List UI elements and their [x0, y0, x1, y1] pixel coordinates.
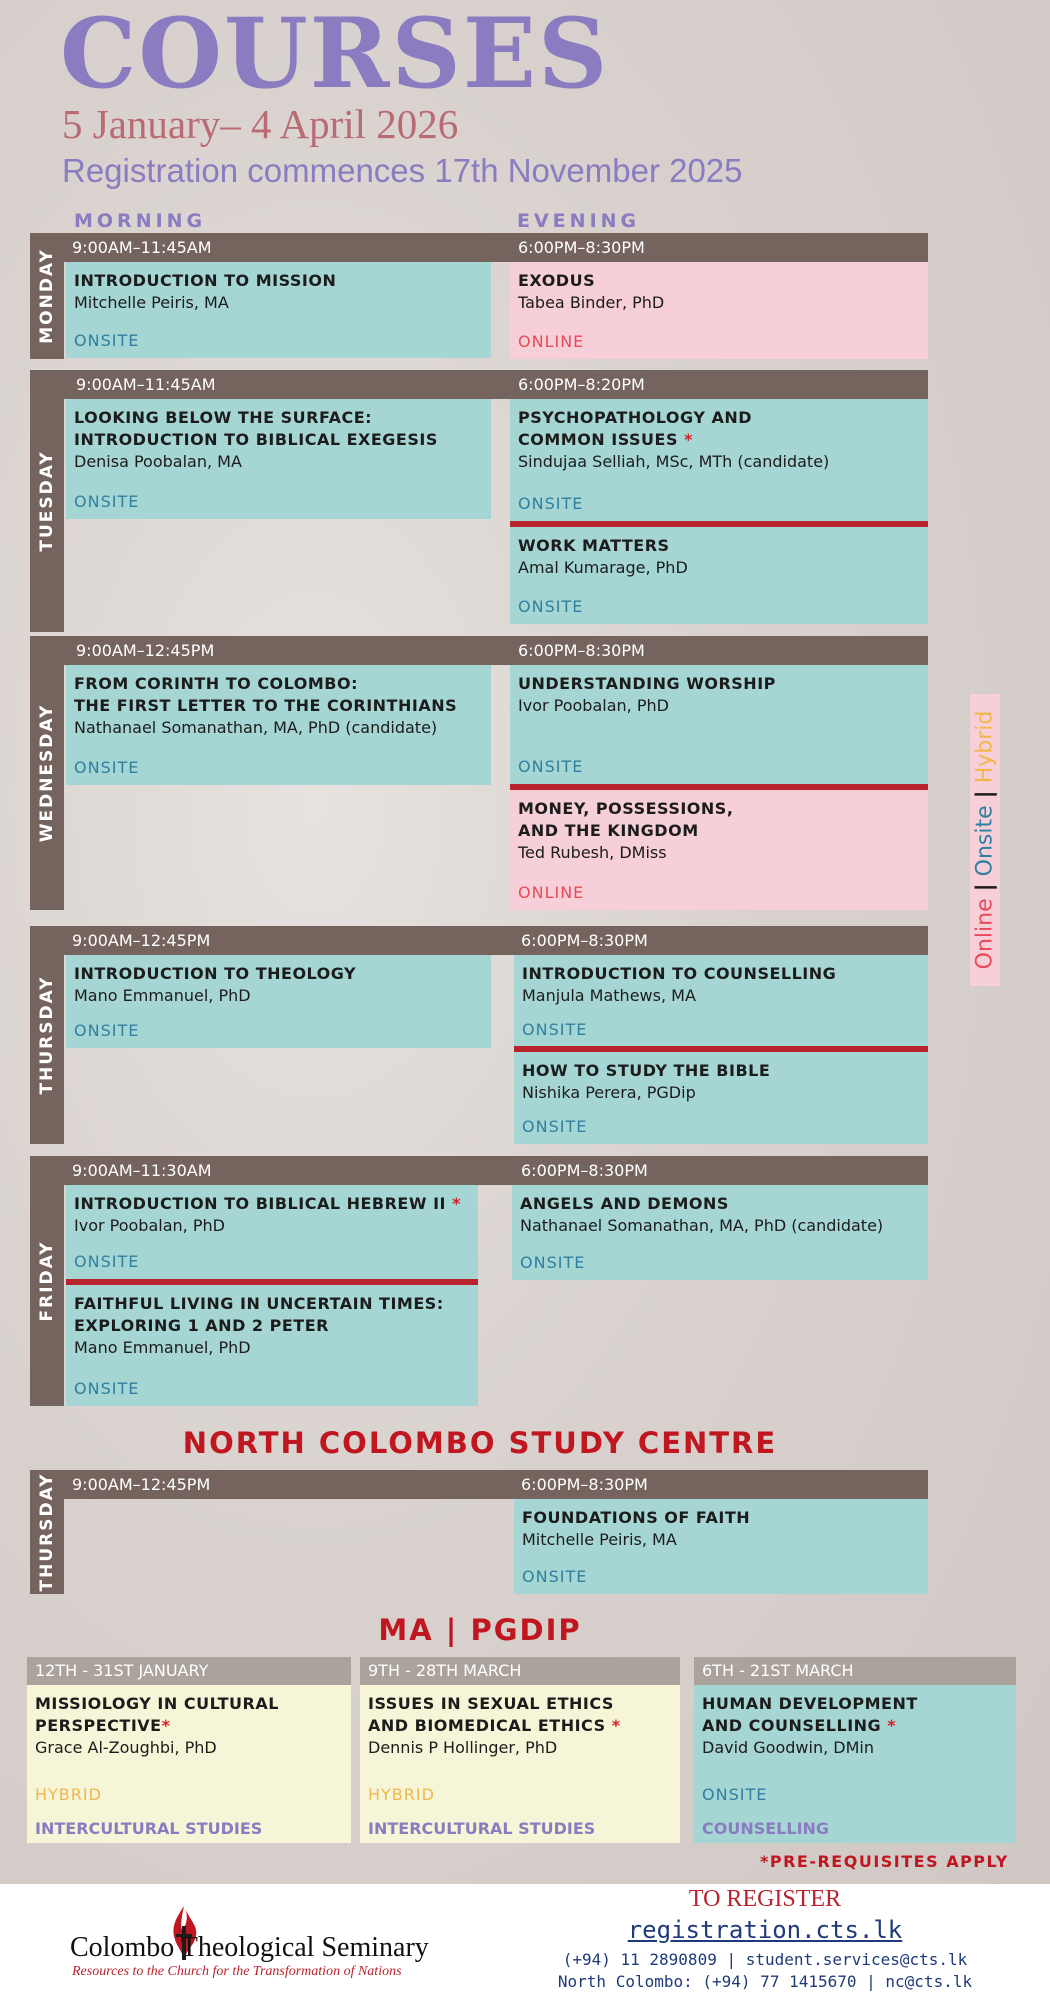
registration-date: Registration commences 17th November 2025	[62, 152, 743, 189]
prereq-star: *	[452, 1194, 461, 1213]
prereq-star: *	[684, 430, 693, 449]
morning-time: 9:00AM–12:45PM	[72, 931, 211, 950]
course-card[interactable]: INTRODUCTION TO MISSION Mitchelle Peiris, MA ONSITE	[66, 262, 491, 358]
mode-badge: ONSITE	[518, 597, 584, 616]
morning-column-header: MORNING	[74, 210, 207, 232]
course-card[interactable]: HOW TO STUDY THE BIBLE Nishika Perera, PGDip ONSITE	[514, 1052, 928, 1144]
mode-badge: ONLINE	[518, 883, 585, 902]
prereq-star: *	[161, 1716, 171, 1735]
ma-date-bar: 12TH - 31ST JANUARY	[27, 1657, 351, 1685]
time-bar-thursday	[64, 926, 928, 955]
evening-time: 6:00PM–8:30PM	[521, 931, 648, 950]
day-label-monday: MONDAY	[30, 233, 64, 359]
ma-date-bar: 6TH - 21ST MARCH	[694, 1657, 1016, 1685]
morning-time: 9:00AM–12:45PM	[72, 1475, 211, 1494]
ma-date-bar: 9TH - 28TH MARCH	[360, 1657, 680, 1685]
north-colombo-contact: North Colombo: (+94) 77 1415670 | nc@cts.lk	[557, 1972, 973, 1991]
legend-online: Online	[972, 898, 998, 970]
legend-onsite: Onsite	[972, 805, 998, 877]
morning-time: 9:00AM–12:45PM	[76, 641, 215, 660]
mode-badge: ONSITE	[518, 757, 584, 776]
time-bar-wednesday	[64, 636, 928, 665]
seminary-tagline: Resources to the Church for the Transformation of Nations	[72, 1964, 402, 1979]
mode-badge: HYBRID	[35, 1785, 102, 1804]
legend-hybrid: Hybrid	[972, 710, 998, 784]
morning-time: 9:00AM–11:45AM	[72, 238, 212, 257]
course-card[interactable]: FAITHFUL LIVING IN UNCERTAIN TIMES: EXPLORING 1 AND 2 PETER Mano Emmanuel, PhD ONSITE	[66, 1285, 478, 1406]
course-card[interactable]: WORK MATTERS Amal Kumarage, PhD ONSITE	[510, 527, 928, 624]
mode-badge: ONSITE	[74, 492, 140, 511]
term-dates: 5 January– 4 April 2026	[62, 101, 459, 147]
evening-column-header: EVENING	[517, 210, 641, 232]
mode-badge: ONSITE	[518, 494, 584, 513]
prereq-star: *	[611, 1716, 621, 1735]
register-link[interactable]: registration.cts.lk	[627, 1916, 903, 1944]
course-card[interactable]: ANGELS AND DEMONS Nathanael Somanathan, MA, PhD (candidate) ONSITE	[512, 1185, 928, 1280]
evening-time: 6:00PM–8:30PM	[518, 238, 645, 257]
course-card[interactable]: EXODUS Tabea Binder, PhD ONLINE	[510, 262, 928, 359]
day-label-tuesday: TUESDAY	[30, 370, 64, 632]
course-card[interactable]: INTRODUCTION TO BIBLICAL HEBREW II * Ivor Poobalan, PhD ONSITE	[66, 1185, 478, 1279]
mode-badge: ONSITE	[522, 1020, 588, 1039]
time-bar-monday	[64, 233, 928, 262]
department-label: COUNSELLING	[702, 1819, 830, 1838]
day-label-friday: FRIDAY	[30, 1156, 64, 1406]
morning-time: 9:00AM–11:30AM	[72, 1161, 212, 1180]
department-label: INTERCULTURAL STUDIES	[35, 1819, 263, 1838]
course-card[interactable]: HUMAN DEVELOPMENT AND COUNSELLING * David Goodwin, DMin ONSITE COUNSELLING	[694, 1685, 1016, 1843]
day-label-thursday: THURSDAY	[30, 926, 64, 1144]
contact-info: (+94) 11 2890809 | student.services@cts.lk	[562, 1950, 968, 1969]
course-card[interactable]: MONEY, POSSESSIONS, AND THE KINGDOM Ted Rubesh, DMiss ONLINE	[510, 790, 928, 910]
course-card[interactable]: FROM CORINTH TO COLOMBO: THE FIRST LETTER TO THE CORINTHIANS Nathanael Somanathan, MA, PhD (candidate) ONSITE	[66, 665, 491, 785]
evening-time: 6:00PM–8:30PM	[521, 1161, 648, 1180]
mode-badge: ONSITE	[74, 1379, 140, 1398]
mode-legend: Online | Onsite | Hybrid	[970, 694, 1000, 986]
day-label-wednesday: WEDNESDAY	[30, 636, 64, 910]
mode-badge: ONSITE	[520, 1253, 586, 1272]
time-bar-nc	[64, 1470, 928, 1499]
course-card[interactable]: UNDERSTANDING WORSHIP Ivor Poobalan, PhD ONSITE	[510, 665, 928, 784]
mode-badge: HYBRID	[368, 1785, 435, 1804]
evening-time: 6:00PM–8:30PM	[518, 641, 645, 660]
day-label-nc-thursday: THURSDAY	[30, 1470, 64, 1594]
prerequisites-note: *PRE-REQUISITES APPLY	[760, 1852, 1009, 1871]
department-label: INTERCULTURAL STUDIES	[368, 1819, 596, 1838]
mode-badge: ONSITE	[702, 1785, 768, 1804]
mode-badge: ONSITE	[74, 758, 140, 777]
course-card[interactable]: MISSIOLOGY IN CULTURAL PERSPECTIVE* Grace Al-Zoughbi, PhD HYBRID INTERCULTURAL STUDIES	[27, 1685, 351, 1843]
course-card[interactable]: PSYCHOPATHOLOGY AND COMMON ISSUES * Sindujaa Selliah, MSc, MTh (candidate) ONSITE	[510, 399, 928, 521]
mode-badge: ONSITE	[74, 1252, 140, 1271]
evening-time: 6:00PM–8:30PM	[521, 1475, 648, 1494]
evening-time: 6:00PM–8:20PM	[518, 375, 645, 394]
course-card[interactable]: INTRODUCTION TO COUNSELLING Manjula Mathews, MA ONSITE	[514, 955, 928, 1047]
time-bar-tuesday	[64, 370, 928, 399]
morning-time: 9:00AM–11:45AM	[76, 375, 216, 394]
course-card[interactable]: ISSUES IN SEXUAL ETHICS AND BIOMEDICAL ETHICS * Dennis P Hollinger, PhD HYBRID INTERCULTURAL STUDIES	[360, 1685, 680, 1843]
prereq-star: *	[887, 1716, 897, 1735]
ma-pgdip-heading: MA | PGDIP	[378, 1613, 582, 1647]
north-colombo-heading: NORTH COLOMBO STUDY CENTRE	[182, 1426, 778, 1460]
course-card[interactable]: LOOKING BELOW THE SURFACE: INTRODUCTION TO BIBLICAL EXEGESIS Denisa Poobalan, MA ONSITE	[66, 399, 491, 519]
page-title: COURSES	[60, 0, 610, 110]
seminary-logo-name: Colombo Theological Seminary	[70, 1932, 429, 1963]
course-card[interactable]: FOUNDATIONS OF FAITH Mitchelle Peiris, MA ONSITE	[514, 1499, 928, 1594]
mode-badge: ONSITE	[74, 1021, 140, 1040]
register-heading: TO REGISTER	[688, 1886, 842, 1912]
mode-badge: ONSITE	[522, 1567, 588, 1586]
time-bar-friday	[64, 1156, 928, 1185]
course-card[interactable]: INTRODUCTION TO THEOLOGY Mano Emmanuel, PhD ONSITE	[66, 955, 491, 1048]
mode-badge: ONSITE	[522, 1117, 588, 1136]
mode-badge: ONLINE	[518, 332, 585, 351]
mode-badge: ONSITE	[74, 331, 140, 350]
